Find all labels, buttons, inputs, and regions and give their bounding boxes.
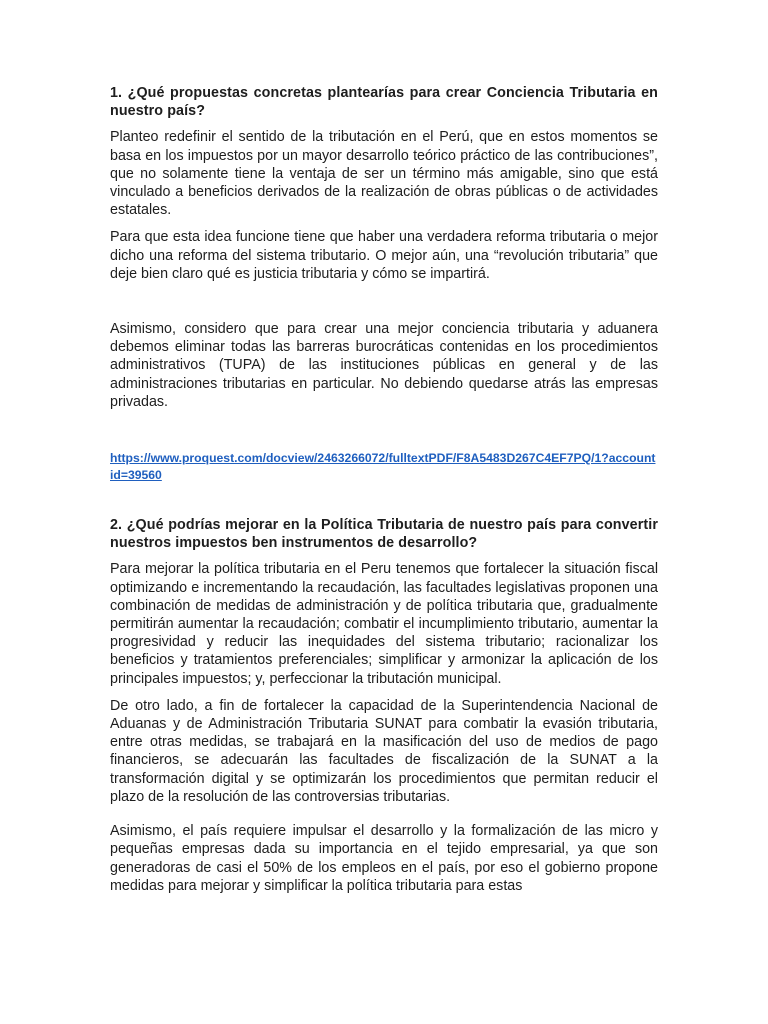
answer-2-paragraph-1: Para mejorar la política tributaria en el Peru tenemos que fortalecer la situación fiscal optimizando e incrementando la recaudación, las facultades legislativas proponen una combinación de medidas de administración y de política tributaria que, gradualmente permitirán aumentar la recaudación; combatir el incumplimiento tributario, aumentar la progresividad y reducir las inequidades del sistema tributario; racionalizar los beneficios y tratamientos preferenciales; simplificar y armonizar la aplicación de los principales impuestos; y, perfeccionar la tributación municipal. [110,561,658,687]
answer-2-paragraph-2: De otro lado, a fin de fortalecer la capacidad de la Superintendencia Nacional de Aduanas y de Administración Tributaria SUNAT para combatir la evasión tributaria, entre otras medidas, se trabajará en la masificación del uso de medios de pago financieros, se adecuarán las facultades de fiscalización de la SUNAT a la transformación digital y se optimizarán los procedimientos que permitan reducir el plazo de la resolución de las controversias tributarias. [110,697,658,805]
answer-1-paragraph-1: Planteo redefinir el sentido de la tributación en el Perú, que en estos momentos se basa en los impuestos por un mayor desarrollo teórico práctico de las contribuciones”, que no solamente tiene la ventaja de ser un término más amigable, sino que está vinculado a beneficios derivados de la realización de obras públicas o de actividades estatales. [110,129,658,219]
document-page [110,84,658,904]
spacer [110,484,658,516]
question-2-heading: 2. ¿Qué podrías mejorar en la Política Tributaria de nuestro país para convertir nuestros impuestos ben instrumentos de desarrollo? [110,517,658,552]
source-link[interactable]: https://www.proquest.com/docview/2463266072/fulltextPDF/F8A5483D267C4EF7PQ/1?accountid=39560 [110,451,656,483]
answer-1-paragraph-2: Para que esta idea funcione tiene que haber una verdadera reforma tributaria o mejor dicho una reforma del sistema tributario. O mejor aún, una “revolución tributaria” que deje bien claro qué es justicia tributaria y cómo se impartirá. [110,229,658,282]
spacer [110,292,658,320]
answer-2-paragraph-3: Asimismo, el país requiere impulsar el desarrollo y la formalización de las micro y pequeñas empresas dada su importancia en el tejido empresarial, ya que son generadoras de casi el 50% de los empleos en el país, por eso el gobierno propone medidas para mejorar y simplificar la política tributaria para estas [110,823,658,894]
spacer [110,420,658,450]
question-1-heading: 1. ¿Qué propuestas concretas plantearías para crear Conciencia Tributaria en nuestro país? [110,85,658,120]
answer-1-paragraph-3: Asimismo, considero que para crear una mejor conciencia tributaria y aduanera debemos eliminar todas las barreras burocráticas contenidas en los procedimientos administrativos (TUPA) de las instituciones públicas en general y de las administraciones tributarias en particular. No debiendo quedarse atrás las empresas privadas. [110,321,658,410]
